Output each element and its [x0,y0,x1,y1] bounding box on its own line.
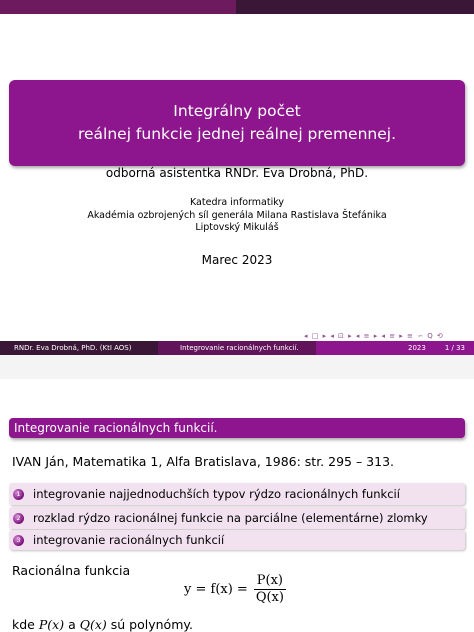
formula-denominator: Q(x) [255,590,284,605]
enum-ball-icon: 1 [13,489,24,500]
slide-footer [0,341,474,355]
formula-numerator: P(x) [254,573,286,590]
top-bar [0,0,474,14]
academy: Akadémia ozbrojených síl generála Milana Rastislava Štefánika [87,209,387,221]
racionalna-funkcia-label: Racionálna funkcia [12,563,131,578]
fraction [253,573,287,606]
kde-line: kde P(x) a Q(x) sú polynómy. [12,617,193,632]
list-item: 3 integrovanie racionálnych funkcií [13,531,224,549]
title-line-2: reálnej funkcie jednej reálnej premennej. [77,125,397,143]
footer-page-number: 1 / 33 [444,344,465,352]
city: Liptovský Mikuláš [195,222,279,233]
footer-year: 2023 [408,344,426,352]
enum-ball-icon: 3 [13,535,24,546]
reference: IVAN Ján, Matematika 1, Alfa Bratislava, 1986: str. 295 – 313. [12,454,395,469]
navigation-symbols[interactable]: ◂ □ ▸ ◂ ⊡ ▸ ◂ ≡ ▸ ◂ ≡ ▸ ≡ ∽ Q ⟲ [304,332,444,340]
footer-title: Integrovanie racionálnych funkcií. [158,341,316,355]
enum-ball-icon: 2 [13,513,24,524]
title-block [9,80,465,166]
date: Marec 2023 [201,253,273,267]
author: odborná asistentka RNDr. Eva Drobná, PhD. [105,166,369,180]
institute [0,197,474,235]
department: Katedra informatiky [189,197,284,208]
formula-lhs: y = f(x) = [184,582,248,597]
slide-separator [0,355,474,379]
title-line-1: Integrálny počet [173,102,301,120]
footer-author: RNDr. Eva Drobná, PhD. (KtI AOS) [0,341,158,355]
frame-title: Integrovanie racionálnych funkcií. [9,418,465,438]
formula [184,573,287,606]
list-item: 1 integrovanie najjednoduchších typov rýdzo racionálnych funkcií [13,485,400,503]
list-item: 2 rozklad rýdzo racionálnej funkcie na parciálne (elementárne) zlomky [13,509,428,527]
